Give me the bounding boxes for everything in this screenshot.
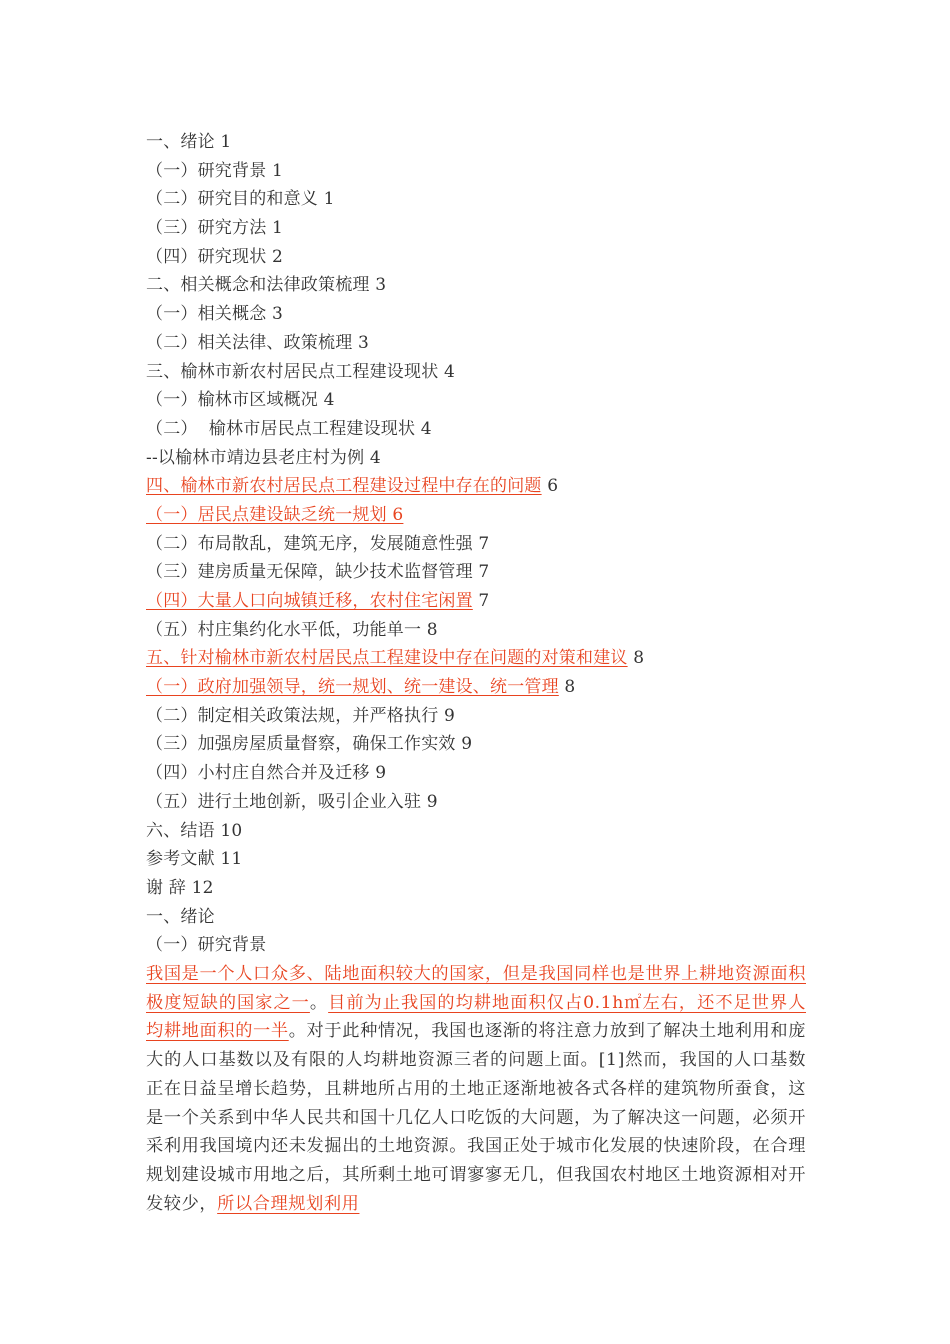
toc-entry — [146, 558, 826, 587]
toc-entry — [146, 243, 826, 272]
toc-entry-text: （五）进行土地创新，吸引企业入驻 9 — [146, 791, 438, 812]
highlighted-text: 五、针对榆林市新农村居民点工程建设中存在问题的对策和建议 — [146, 648, 628, 669]
heading-text: 一、绪论 — [146, 906, 215, 927]
toc-entry-text: （五）村庄集约化水平低，功能单一 8 — [146, 619, 438, 640]
toc-entry-highlighted — [146, 501, 826, 530]
toc-entry — [146, 214, 826, 243]
toc-entry — [146, 386, 826, 415]
highlighted-text: 四、榆林市新农村居民点工程建设过程中存在的问题 — [146, 476, 542, 497]
subsection-heading — [146, 931, 826, 960]
toc-entry — [146, 358, 826, 387]
toc-entry — [146, 817, 826, 846]
toc-entry — [146, 845, 826, 874]
toc-entry-text: （二）研究目的和意义 1 — [146, 189, 335, 210]
paragraph-text: 。 — [309, 992, 329, 1013]
toc-entry-highlighted — [146, 472, 826, 501]
toc-entry-text: 一、绪论 1 — [146, 132, 232, 152]
toc-entry-text: 参考文献 11 — [146, 849, 243, 870]
highlighted-text: （四）大量人口向城镇迁移，农村住宅闲置 — [146, 591, 473, 611]
highlighted-text: 我国是一个人口众多、陆地面积较大的国家，但是我国同样也是世界上耕地资源面积极度短缺的国家之一 — [146, 964, 806, 1013]
toc-entry-text: （二）相关法律、政策梳理 3 — [146, 332, 370, 353]
toc-entry-text: （二） 榆林市居民点工程建设现状 4 — [146, 418, 432, 439]
toc-entry-text: （二）布局散乱，建筑无序，发展随意性强 7 — [146, 533, 490, 554]
toc-entry — [146, 616, 826, 645]
toc-entry — [146, 128, 826, 157]
toc-entry — [146, 730, 826, 759]
toc-entry-highlighted — [146, 644, 826, 673]
toc-entry-text: （一）研究背景 1 — [146, 160, 284, 181]
toc-entry — [146, 300, 826, 329]
toc-entry-highlighted — [146, 587, 826, 616]
toc-entry — [146, 788, 826, 817]
toc-entry — [146, 444, 826, 473]
page-number: 6 — [541, 476, 559, 497]
toc-entry — [146, 702, 826, 731]
toc-entry-text: （四）小村庄自然合并及迁移 9 — [146, 763, 387, 784]
toc-entry — [146, 530, 826, 559]
highlighted-text: （一）政府加强领导，统一规划、统一建设、统一管理 — [146, 677, 559, 698]
section-heading — [146, 903, 826, 932]
toc-entry — [146, 185, 826, 214]
page-number: 8 — [558, 677, 576, 698]
toc-entry-text: （三）加强房屋质量督察，确保工作实效 9 — [146, 734, 473, 755]
toc-entry-text: 六、结语 10 — [146, 820, 243, 841]
paragraph-text: 。对于此种情况，我国也逐渐的将注意力放到了解决土地利用和庞大的人口基数以及有限的人均耕地资源三者的问题上面。[1]然而，我国的人口基数正在日益呈增长趋势，且耕地所占用的土地正逐渐地被各式各样的建筑物所蚕食，这是一个关系到中华人民共和国十几亿人口吃饭的大问题，为了解决这一问题，必须开采利用我国境内还未发掘出的土地资源。我国正处于城市化发展的快速阶段，在合理规划建设城市用地之后，其所剩土地可谓寥寥无几，但我国农村地区土地资源相对开发较少， — [146, 1021, 806, 1214]
toc-entry-highlighted — [146, 673, 826, 702]
toc-entry — [146, 271, 826, 300]
toc-entry-text: 二、相关概念和法律政策梳理 3 — [146, 275, 387, 296]
highlighted-text: 所以合理规划利用 — [217, 1193, 360, 1214]
heading-text: （一）研究背景 — [146, 935, 267, 956]
page-number: 7 — [472, 591, 490, 611]
page-number: 8 — [627, 648, 645, 669]
toc-entry-text: （三）研究方法 1 — [146, 218, 284, 239]
highlighted-text: （一）居民点建设缺乏统一规划 6 — [146, 504, 404, 525]
toc-entry-text: （二）制定相关政策法规，并严格执行 9 — [146, 705, 456, 726]
toc-entry-text: （三）建房质量无保障，缺少技术监督管理 7 — [146, 562, 490, 583]
toc-entry — [146, 329, 826, 358]
toc-entry-text: （四）研究现状 2 — [146, 246, 284, 267]
toc-entry-text: 三、榆林市新农村居民点工程建设现状 4 — [146, 361, 456, 382]
toc-entry-text: 谢 辞 12 — [146, 877, 214, 898]
toc-entry — [146, 874, 826, 903]
toc-entry-text: --以榆林市靖边县老庄村为例 4 — [146, 447, 381, 468]
body-paragraph — [146, 960, 806, 1218]
toc-entry-text: （一）榆林市区域概况 4 — [146, 390, 335, 411]
toc-entry-text: （一）相关概念 3 — [146, 304, 284, 325]
highlighted-text: 目前为止我国的均耕地面积仅占0.1h㎡左右，还不足世界人均耕地面积的一半 — [146, 992, 806, 1042]
toc-entry — [146, 415, 826, 444]
table-of-contents — [146, 128, 826, 960]
toc-entry — [146, 759, 826, 788]
toc-entry — [146, 157, 826, 186]
